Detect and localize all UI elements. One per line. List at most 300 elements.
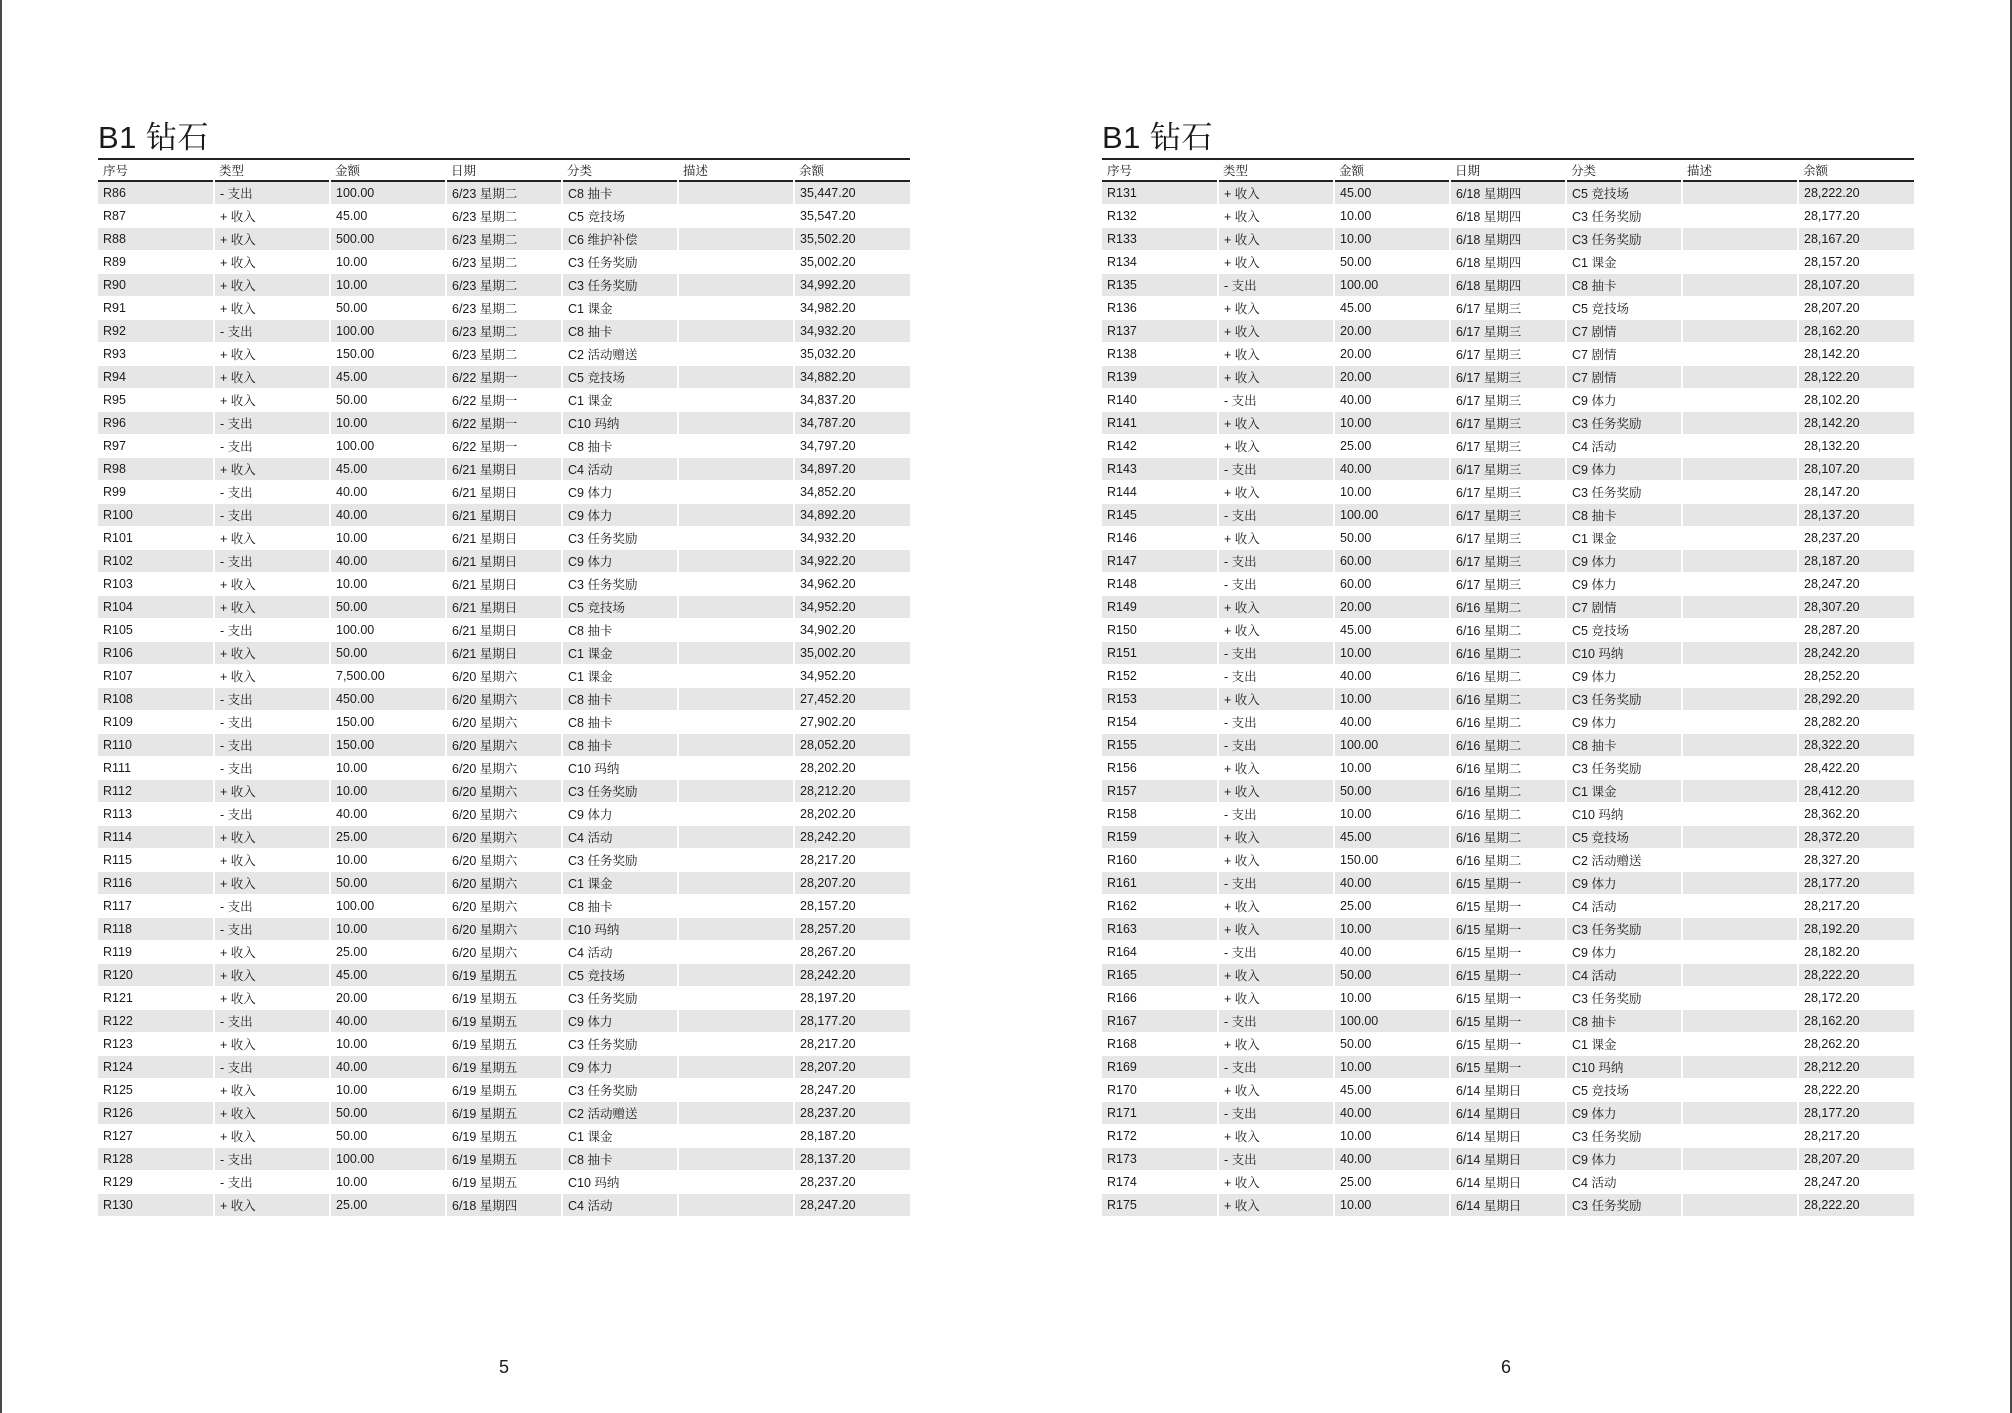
row-date: 6/19 星期五 [446,1010,562,1033]
row-amount: 60.00 [1334,573,1450,596]
row-type: + 收入 [1218,688,1334,711]
row-description [1682,1010,1798,1033]
table-row [1102,941,1914,964]
row-balance: 28,162.20 [1798,320,1914,343]
row-date: 6/23 星期二 [446,205,562,228]
table-row [1102,849,1914,872]
row-category: C9 体力 [1566,1102,1682,1125]
row-date: 6/21 星期日 [446,642,562,665]
row-description [678,389,794,412]
row-balance: 28,267.20 [794,941,910,964]
row-type: + 收入 [1218,320,1334,343]
row-type: - 支出 [214,435,330,458]
row-description [678,757,794,780]
row-type: - 支出 [214,918,330,941]
table-row [1102,366,1914,389]
row-balance: 34,902.20 [794,619,910,642]
row-date: 6/22 星期一 [446,435,562,458]
row-balance: 28,242.20 [1798,642,1914,665]
row-category: C9 体力 [1566,573,1682,596]
row-amount: 150.00 [330,711,446,734]
row-date: 6/23 星期二 [446,228,562,251]
row-id: R110 [98,734,214,757]
table-row [1102,1056,1914,1079]
row-id: R152 [1102,665,1218,688]
row-balance: 28,207.20 [794,872,910,895]
row-category: C10 玛纳 [1566,642,1682,665]
row-category: C1 课金 [1566,527,1682,550]
table-row [1102,803,1914,826]
row-category: C8 抽卡 [562,734,678,757]
row-type: - 支出 [1218,274,1334,297]
table-row [1102,734,1914,757]
row-description [1682,1102,1798,1125]
row-category: C3 任务奖励 [562,849,678,872]
row-description [1682,895,1798,918]
row-description [678,1079,794,1102]
row-category: C5 竞技场 [1566,297,1682,320]
row-type: + 收入 [214,665,330,688]
row-date: 6/20 星期六 [446,780,562,803]
row-type: - 支出 [1218,1010,1334,1033]
table-row [98,320,910,343]
row-amount: 10.00 [330,1079,446,1102]
row-id: R138 [1102,343,1218,366]
row-date: 6/21 星期日 [446,458,562,481]
row-type: + 收入 [214,872,330,895]
row-id: R91 [98,297,214,320]
table-row [1102,251,1914,274]
row-date: 6/22 星期一 [446,389,562,412]
row-category: C9 体力 [562,504,678,527]
table-row [1102,343,1914,366]
row-balance: 28,282.20 [1798,711,1914,734]
row-id: R97 [98,435,214,458]
row-amount: 40.00 [330,1010,446,1033]
row-balance: 34,982.20 [794,297,910,320]
row-balance: 28,222.20 [1798,181,1914,205]
row-category: C5 竞技场 [1566,826,1682,849]
row-description [678,274,794,297]
row-description [678,343,794,366]
table-row [1102,228,1914,251]
row-category: C5 竞技场 [1566,619,1682,642]
row-description [1682,504,1798,527]
row-type: + 收入 [1218,1033,1334,1056]
row-amount: 25.00 [1334,895,1450,918]
row-type: + 收入 [1218,297,1334,320]
row-date: 6/16 星期二 [1450,619,1566,642]
table-row [98,941,910,964]
row-type: + 收入 [1218,619,1334,642]
row-category: C1 课金 [562,642,678,665]
row-type: - 支出 [1218,734,1334,757]
row-date: 6/20 星期六 [446,918,562,941]
table-row [98,872,910,895]
table-row [1102,1125,1914,1148]
row-id: R99 [98,481,214,504]
row-category: C3 任务奖励 [562,1033,678,1056]
table-row [98,619,910,642]
table-row [1102,780,1914,803]
row-amount: 50.00 [1334,780,1450,803]
row-date: 6/20 星期六 [446,941,562,964]
row-category: C7 剧情 [1566,320,1682,343]
sheet-title: B1 钻石 [98,120,210,155]
row-balance: 35,002.20 [794,251,910,274]
row-balance: 35,032.20 [794,343,910,366]
row-category: C8 抽卡 [1566,1010,1682,1033]
row-amount: 45.00 [1334,826,1450,849]
row-date: 6/17 星期三 [1450,573,1566,596]
row-date: 6/15 星期一 [1450,1056,1566,1079]
row-date: 6/17 星期三 [1450,366,1566,389]
row-balance: 28,132.20 [1798,435,1914,458]
row-category: C8 抽卡 [562,619,678,642]
row-type: - 支出 [214,320,330,343]
row-balance: 34,962.20 [794,573,910,596]
row-category: C9 体力 [1566,458,1682,481]
row-description [678,181,794,205]
row-description [678,1148,794,1171]
row-type: + 收入 [1218,1079,1334,1102]
row-type: + 收入 [214,1102,330,1125]
row-id: R124 [98,1056,214,1079]
row-type: + 收入 [214,297,330,320]
row-description [1682,711,1798,734]
row-id: R168 [1102,1033,1218,1056]
row-amount: 25.00 [1334,435,1450,458]
row-balance: 28,247.20 [1798,573,1914,596]
row-id: R165 [1102,964,1218,987]
row-id: R145 [1102,504,1218,527]
row-category: C10 玛纳 [562,412,678,435]
row-description [678,918,794,941]
row-description [678,780,794,803]
table-row [98,181,910,205]
row-id: R122 [98,1010,214,1033]
row-balance: 28,177.20 [1798,205,1914,228]
row-type: + 收入 [1218,527,1334,550]
row-id: R109 [98,711,214,734]
row-description [678,412,794,435]
row-amount: 10.00 [330,274,446,297]
row-balance: 28,217.20 [794,849,910,872]
row-category: C8 抽卡 [562,895,678,918]
row-id: R153 [1102,688,1218,711]
row-category: C1 课金 [562,665,678,688]
row-category: C4 活动 [562,826,678,849]
table-row [1102,596,1914,619]
row-amount: 45.00 [1334,1079,1450,1102]
row-description [1682,1125,1798,1148]
row-description [1682,964,1798,987]
row-category: C8 抽卡 [562,711,678,734]
row-date: 6/20 星期六 [446,734,562,757]
row-description [1682,872,1798,895]
row-id: R90 [98,274,214,297]
row-id: R171 [1102,1102,1218,1125]
row-description [678,1056,794,1079]
row-id: R130 [98,1194,214,1217]
table-row [98,665,910,688]
row-type: + 收入 [1218,205,1334,228]
row-type: + 收入 [1218,481,1334,504]
row-category: C3 任务奖励 [1566,228,1682,251]
row-type: - 支出 [1218,1102,1334,1125]
row-type: - 支出 [214,895,330,918]
row-category: C8 抽卡 [562,1148,678,1171]
row-id: R151 [1102,642,1218,665]
table-row [1102,688,1914,711]
row-id: R92 [98,320,214,343]
row-type: - 支出 [214,412,330,435]
table-row [98,1056,910,1079]
row-description [1682,228,1798,251]
row-date: 6/21 星期日 [446,596,562,619]
row-amount: 40.00 [330,803,446,826]
table-row [1102,481,1914,504]
table-row [98,274,910,297]
row-type: + 收入 [214,366,330,389]
row-id: R94 [98,366,214,389]
column-header-id: 序号 [103,164,129,178]
row-category: C4 活动 [562,458,678,481]
table-row [98,1033,910,1056]
row-description [678,665,794,688]
row-date: 6/19 星期五 [446,1079,562,1102]
row-date: 6/19 星期五 [446,1033,562,1056]
row-type: + 收入 [1218,343,1334,366]
table-row [98,343,910,366]
column-header-type: 类型 [1223,164,1249,178]
row-category: C9 体力 [562,550,678,573]
row-description [1682,412,1798,435]
row-category: C7 剧情 [1566,596,1682,619]
row-amount: 10.00 [1334,688,1450,711]
row-description [1682,343,1798,366]
row-id: R121 [98,987,214,1010]
table-row [98,642,910,665]
table-row [98,412,910,435]
row-type: - 支出 [214,1171,330,1194]
row-description [678,458,794,481]
row-description [1682,366,1798,389]
row-balance: 28,207.20 [1798,1148,1914,1171]
table-row [98,527,910,550]
row-type: + 收入 [214,389,330,412]
row-type: - 支出 [214,803,330,826]
row-amount: 40.00 [330,550,446,573]
row-description [678,619,794,642]
row-balance: 28,222.20 [1798,1079,1914,1102]
ledger-table [1102,158,1914,1216]
row-category: C8 抽卡 [562,435,678,458]
row-amount: 100.00 [1334,274,1450,297]
row-amount: 100.00 [1334,1010,1450,1033]
row-date: 6/15 星期一 [1450,941,1566,964]
table-row [98,481,910,504]
row-balance: 34,852.20 [794,481,910,504]
row-description [678,251,794,274]
row-description [1682,596,1798,619]
column-header-category: 分类 [567,164,593,178]
row-type: + 收入 [1218,1171,1334,1194]
row-category: C4 活动 [1566,1171,1682,1194]
row-date: 6/17 星期三 [1450,435,1566,458]
table-row [1102,573,1914,596]
row-category: C1 课金 [1566,1033,1682,1056]
row-amount: 100.00 [330,435,446,458]
row-balance: 28,177.20 [1798,1102,1914,1125]
row-category: C9 体力 [1566,872,1682,895]
row-id: R147 [1102,550,1218,573]
table-row [98,504,910,527]
row-category: C3 任务奖励 [562,251,678,274]
row-type: + 收入 [1218,826,1334,849]
table-row [1102,205,1914,228]
row-id: R163 [1102,918,1218,941]
row-category: C8 抽卡 [562,320,678,343]
table-row [98,1102,910,1125]
row-amount: 45.00 [1334,297,1450,320]
row-description [678,826,794,849]
row-id: R86 [98,181,214,205]
row-amount: 500.00 [330,228,446,251]
row-date: 6/14 星期日 [1450,1171,1566,1194]
row-amount: 10.00 [1334,757,1450,780]
row-id: R113 [98,803,214,826]
row-amount: 10.00 [330,757,446,780]
row-id: R89 [98,251,214,274]
row-category: C9 体力 [1566,389,1682,412]
row-id: R167 [1102,1010,1218,1033]
row-amount: 10.00 [1334,228,1450,251]
row-date: 6/23 星期二 [446,251,562,274]
row-date: 6/17 星期三 [1450,527,1566,550]
row-amount: 10.00 [1334,481,1450,504]
row-description [678,688,794,711]
row-date: 6/16 星期二 [1450,596,1566,619]
row-balance: 28,307.20 [1798,596,1914,619]
row-amount: 40.00 [330,1056,446,1079]
row-amount: 25.00 [330,1194,446,1217]
table-row [98,1148,910,1171]
row-amount: 45.00 [330,366,446,389]
row-category: C9 体力 [562,803,678,826]
row-id: R98 [98,458,214,481]
row-amount: 100.00 [330,619,446,642]
row-description [678,872,794,895]
table-row [1102,1102,1914,1125]
row-balance: 28,247.20 [1798,1171,1914,1194]
row-id: R102 [98,550,214,573]
row-description [678,1033,794,1056]
row-type: + 收入 [214,343,330,366]
row-type: - 支出 [1218,389,1334,412]
table-row [98,711,910,734]
row-date: 6/14 星期日 [1450,1102,1566,1125]
row-date: 6/16 星期二 [1450,665,1566,688]
row-type: + 收入 [214,941,330,964]
row-type: + 收入 [214,1033,330,1056]
row-date: 6/16 星期二 [1450,734,1566,757]
row-type: - 支出 [1218,458,1334,481]
row-type: + 收入 [1218,849,1334,872]
row-description [1682,251,1798,274]
row-description [678,205,794,228]
row-amount: 10.00 [1334,1194,1450,1217]
row-date: 6/21 星期日 [446,619,562,642]
table-row [1102,872,1914,895]
table-row [98,757,910,780]
row-category: C9 体力 [1566,550,1682,573]
row-date: 6/23 星期二 [446,274,562,297]
row-balance: 28,147.20 [1798,481,1914,504]
row-balance: 34,992.20 [794,274,910,297]
row-id: R87 [98,205,214,228]
row-type: - 支出 [1218,504,1334,527]
row-balance: 28,362.20 [1798,803,1914,826]
row-amount: 10.00 [1334,205,1450,228]
table-row [98,1171,910,1194]
row-type: - 支出 [1218,1148,1334,1171]
row-amount: 20.00 [1334,320,1450,343]
row-type: - 支出 [214,181,330,205]
row-date: 6/18 星期四 [1450,181,1566,205]
row-id: R172 [1102,1125,1218,1148]
row-balance: 28,052.20 [794,734,910,757]
table-row [98,205,910,228]
row-id: R95 [98,389,214,412]
row-balance: 28,197.20 [794,987,910,1010]
table-row [1102,389,1914,412]
row-balance: 28,207.20 [1798,297,1914,320]
row-date: 6/18 星期四 [1450,274,1566,297]
row-amount: 40.00 [1334,872,1450,895]
row-id: R133 [1102,228,1218,251]
row-description [1682,987,1798,1010]
row-id: R100 [98,504,214,527]
table-row [1102,918,1914,941]
table-header-row [98,159,910,181]
table-row [1102,895,1914,918]
row-id: R141 [1102,412,1218,435]
row-balance: 34,952.20 [794,596,910,619]
row-id: R119 [98,941,214,964]
row-category: C2 活动赠送 [1566,849,1682,872]
row-description [1682,458,1798,481]
row-amount: 50.00 [330,297,446,320]
row-balance: 28,177.20 [794,1010,910,1033]
row-amount: 25.00 [330,941,446,964]
row-amount: 100.00 [330,1148,446,1171]
ledger-body [98,181,910,1216]
row-date: 6/17 星期三 [1450,297,1566,320]
table-row [98,826,910,849]
row-balance: 34,922.20 [794,550,910,573]
row-id: R127 [98,1125,214,1148]
row-balance: 35,502.20 [794,228,910,251]
row-amount: 100.00 [1334,734,1450,757]
row-amount: 10.00 [330,1171,446,1194]
row-description [678,642,794,665]
row-description [1682,389,1798,412]
row-description [1682,297,1798,320]
row-date: 6/15 星期一 [1450,964,1566,987]
row-id: R155 [1102,734,1218,757]
row-amount: 10.00 [1334,803,1450,826]
